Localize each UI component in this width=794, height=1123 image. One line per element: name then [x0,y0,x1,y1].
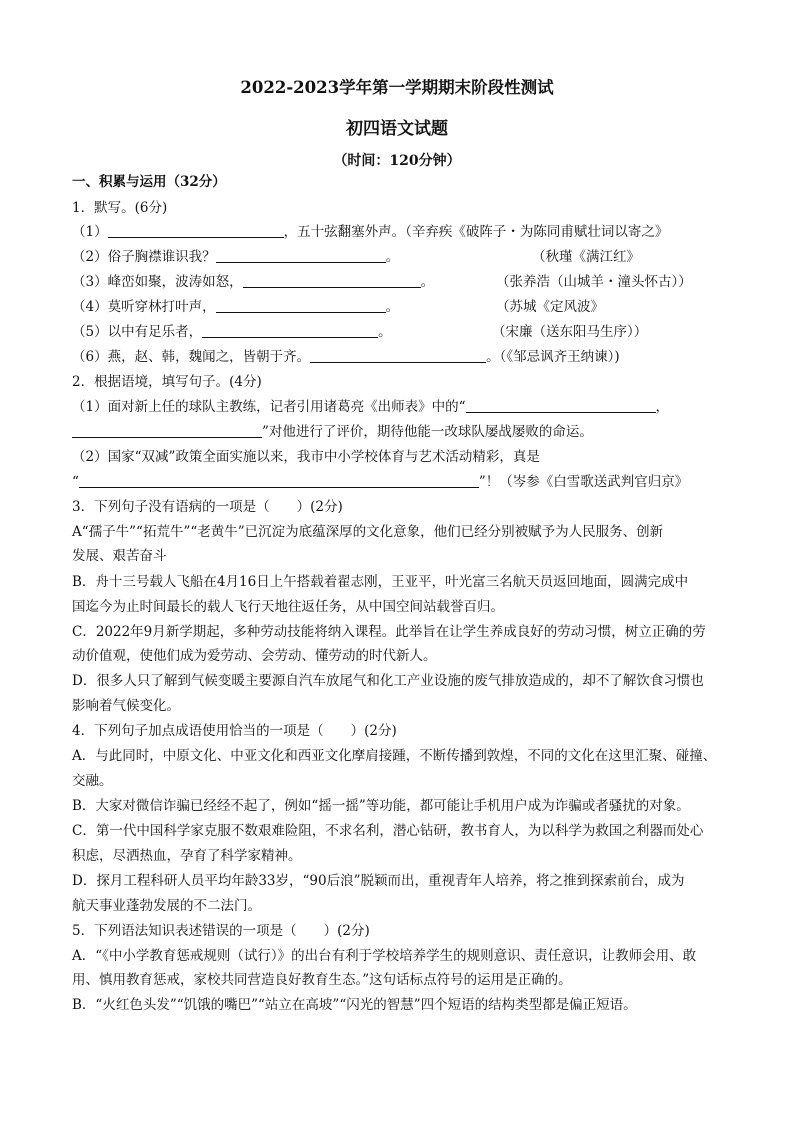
q3-option-b-cont: 国迄今为止时间最长的载人飞行天地往返任务，从中国空间站载誉百归。 [72,599,504,615]
q5-stem: 5．下列语法知识表述错误的一项是（ ）(2分) [72,923,370,939]
q1-item-2 [72,247,732,267]
q1-item-1 [72,222,732,242]
q3-option-d-cont: 影响着气候变化。 [72,698,180,714]
q4-option-a: A．与此同时，中原文化、中亚文化和西亚文化摩肩接踵，不断传播到敦煌，不同的文化在这里汇聚、碰撞、 [72,748,717,764]
q5-option-a-cont: 用、慎用教育惩戒，家校共同营造良好教育生态。”这句话标点符号的运用是正确的。 [72,972,572,988]
answer-blank[interactable] [216,248,386,263]
section-heading: 一、积累与运用（32分） [72,174,226,190]
q1-item-4-pre: （4）莫听穿林打叶声， [72,299,216,315]
q1-item-6 [72,347,732,367]
q1-item-2-source: （秋瑾《满江红》 [532,249,640,265]
answer-blank[interactable] [79,473,479,488]
q1-item-3-post: 。 [420,274,435,290]
answer-blank[interactable] [466,398,656,413]
answer-blank[interactable] [108,223,284,238]
answer-blank[interactable] [243,273,421,288]
q2-line-4 [72,472,732,492]
q4-option-a-cont: 交融。 [72,773,113,789]
q1-item-5-pre: （5）以中有足乐者， [72,324,203,340]
q3-option-b: B．舟十三号载人飞船在4月16日上午搭载着翟志刚，王亚平，叶光富三名航天员返回地面，圆满完成中 [72,574,689,590]
q1-item-2-post: 。 [385,249,400,265]
q4-stem: 4．下列句子加点成语使用恰当的一项是（ ）(2分) [72,723,397,739]
q1-item-1-pre: （1） [72,224,108,240]
q1-item-4-post: 。 [385,299,400,315]
q4-option-d: D．探月工程科研人员平均年龄33岁，“90后浪”脱颖而出，重视青年人培养，将之推到探索前台，成为 [72,873,685,889]
q2-line-4-text: ”！（岑参《白雪歌送武判官归京》 [478,474,689,490]
q2-line-3: （2）国家“双减”政策全面实施以来，我市中小学校体育与艺术活动精彩，真是 [72,449,540,465]
q3-option-d: D．很多人只了解到气候变暖主要源自汽车放尾气和化工产业设施的废气排放造成的，却不了解饮食习惯也 [72,673,704,689]
q1-item-6-pre: （6）燕，赵、韩，魏闻之，皆朝于齐。 [72,349,311,365]
q2-line-4-open: “ [72,474,79,490]
q5-option-a: A．“《中小学教育惩戒规则（试行）》的出台有利于学校培养学生的规则意识、责任意识，让教师会用、敢 [72,948,697,964]
q1-item-4-source: （苏城《定风波》 [496,299,604,315]
q2-line-2 [72,422,732,442]
exam-title: 2022-2023学年第一学期期末阶段性测试 [240,78,554,97]
q1-item-3-pre: （3）峰峦如聚，波涛如怒， [72,274,243,290]
q5-option-b: B．“火红色头发”“饥饿的嘴巴”“站立在高坡”“闪光的智慧”四个短语的结构类型都是偏正短语。 [72,997,637,1013]
q2-line-1 [72,397,732,417]
q1-item-5-source: （宋廉（送东阳马生序）） [492,324,648,340]
answer-blank[interactable] [216,298,386,313]
q3-option-a: A“孺子牛”“拓荒牛”“老黄牛”已沉淀为底蕴深厚的文化意象，他们已经分别被赋予为人民服务、创新 [72,524,664,540]
q4-option-c: C．第一代中国科学家克服不数艰难险阻，不求名利，潜心钻研，教书育人，为以科学为救国之利器而处心 [72,823,704,839]
q3-option-c: C．2022年9月新学期起，多种劳动技能将纳入课程。此举旨在让学生养成良好的劳动习惯，树立正确的劳 [72,624,706,640]
answer-blank[interactable] [202,323,378,338]
answer-blank[interactable] [72,423,262,438]
q1-item-2-pre: （2）俗子胸襟谁识我？ [72,249,216,265]
answer-blank[interactable] [310,348,486,363]
q1-item-5 [72,322,732,342]
q4-option-c-cont: 积虑，尽洒热血，孕育了科学家精神。 [72,848,302,864]
q2-line-1-text: （1）面对新上任的球队主教练，记者引用诸葛亮《出师表》中的“ [72,399,466,415]
q2-line-1-comma: ， [655,399,669,415]
q3-option-a-cont: 发展、艰苦奋斗 [72,548,167,564]
q4-option-d-cont: 航天事业蓬勃发展的不二法门。 [72,898,261,914]
q2-line-2-text: ”对他进行了评价，期待他能一改球队屡战屡败的命运。 [262,424,593,440]
q1-item-3 [72,272,732,292]
q1-item-6-post: 。（《邹忌讽齐王纳谏）) [486,349,620,365]
q1-item-4 [72,297,732,317]
q4-option-b: B．大家对微信诈骗已经经不起了，例如“摇一摇”等功能，都可能让手机用户成为诈骗或者骚扰的对象。 [72,798,690,814]
q1-item-1-post: ，五十弦翻塞外声。（辛弃疾《破阵子・为陈同甫赋壮词以寄之》 [283,224,669,240]
q1-item-3-source: （张养浩（山城羊・潼头怀古）） [496,274,692,290]
exam-time: （时间：120分钟） [333,153,461,169]
exam-subtitle: 初四语文试题 [346,119,448,139]
q3-option-c-cont: 动价值观，使他们成为爱劳动、会劳动、懂劳动的时代新人。 [72,648,437,664]
q2-stem: 2．根据语境，填写句子。(4分) [72,374,262,390]
q1-item-5-post: 。 [378,324,392,340]
q3-stem: 3．下列句子没有语病的一项是（ ）(2分) [72,499,343,515]
q1-stem: 1．默写。(6分) [72,200,168,216]
